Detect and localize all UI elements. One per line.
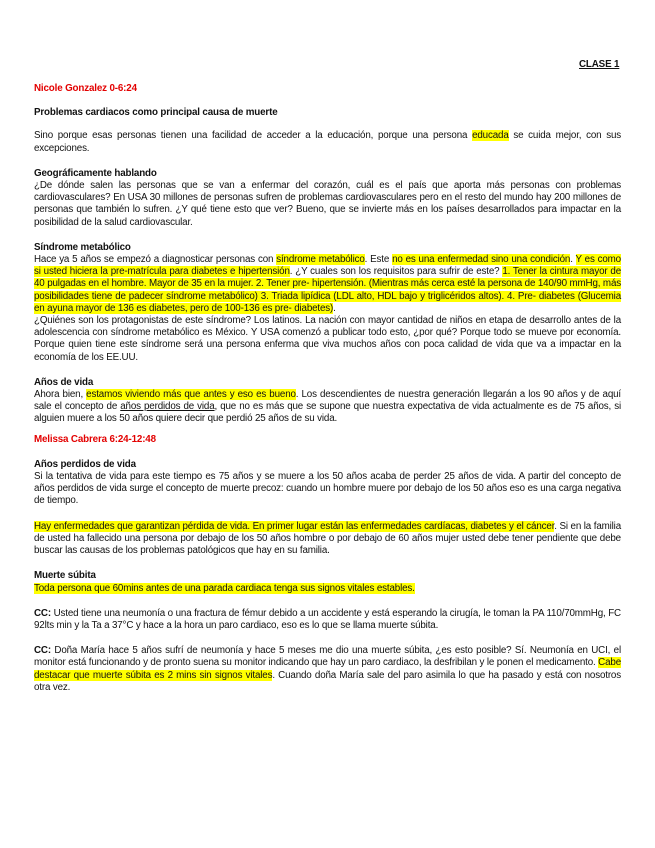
section-title-problemas: Problemas cardiacos como principal causa de muerte	[34, 107, 278, 119]
paragraph-geografico: ¿De dónde salen las personas que se van a enfermar del corazón, cuál es el país que aporta más personas con problemas cardiovasculares? En USA 30 millones de personas sufren de problemas cardiovasculares pero en el resto del mundo hay 200 millones de personas que también lo sufren. ¿Y qué tiene esto que ver? Bueno, que se invierte más en los países desarrollados para impactar en la posibilidad de la salud cardiovascular.	[34, 180, 621, 228]
speaker-1: Nicole Gonzalez 0-6:24	[34, 83, 137, 94]
speaker-2: Melissa Cabrera 6:24-12:48	[34, 433, 156, 445]
paragraph-perdidos-1: Si la tentativa de vida para este tiempo es 75 años y se muere a los 50 años acaba de perder 25 años de vida. A partir del concepto de años perdidos de vida surge el concepto de muerte precoz: cuando un hombre muere por debajo de los 50 años eso es una carga negativa de tiempo.	[34, 471, 621, 507]
paragraph-sindrome-2: ¿Quiénes son los protagonistas de este síndrome? Los latinos. La nación con mayor cantidad de niños en etapa de desarrollo antes de la adolescencia con síndrome metabólico es México. Y USA comenzó a publicar todo esto, ¿por qué? Porque todo se mueve por economía. Porque quien tiene este síndrome será una persona enferma que viva muchos años con poca calidad de vida que va a impactar en la economía de los EE.UU.	[34, 315, 621, 363]
paragraph-sindrome-1: Hace ya 5 años se empezó a diagnosticar personas con síndrome metabólico. Este no es una enfermedad sino una condición. Y es como si usted hiciera la pre-matrícula para diabetes e hipertensión. ¿Y cuales son los requisitos para sufrir de este? 1. Tener la cintura mayor de 40 pulgadas en el hombre. Mayor de 35 en la mujer. 2. Tener pre- hipertensión. (Mientras más cerca esté la persona de 140/90 mmHg, más posibilidades tiene de padecer síndrome metabólico) 3. Triada lipídica (LDL alto, HDL bajo y triglicéridos altos). 4. Pre- diabetes (Glucemia en ayuna mayor de 136 es diabetes, pero de 100-136 es pre- diabetes).	[34, 254, 622, 314]
clase-heading: CLASE 1	[579, 59, 620, 70]
section-title-anos: Años de vida	[34, 376, 94, 388]
paragraph-anos: Ahora bien, estamos viviendo más que antes y eso es bueno. Los descendientes de nuestra generación llegarán a los 90 años y de aquí sale el concepto de años perdidos de vida, que no es más que se supone que nuestra expectativa de vida actualmente es de 75 años, si alguien muere a los 50 años quiere decir que perdió 25 años de su vida.	[34, 389, 622, 425]
section-title-perdidos: Años perdidos de vida	[34, 458, 136, 470]
section-title-geografico: Geográficamente hablando	[34, 167, 157, 179]
paragraph-perdidos-2: Hay enfermedades que garantizan pérdida de vida. En primer lugar están las enfermedades cardíacas, diabetes y el cáncer. Si en la familia de usted ha fallecido una persona por debajo de los 50 años hombre o por debajo de 60 años mujer usted debe tener pendiente que debe buscar las causas de los problemas patológicos que hay en su familia.	[34, 520, 622, 557]
paragraph-problemas: Sino porque esas personas tienen una facilidad de acceder a la educación, porque una persona educada se cuida mejor, con sus excepciones.	[34, 130, 622, 154]
clinical-case-1: CC: Usted tiene una neumonía o una fractura de fémur debido a un accidente y está esperando la cirugía, le toman la PA 110/70mmHg, FC 92lts min y la Ta a 37°C y hace a la hora un paro cardiaco, eso es lo que se llama muerte súbita.	[34, 607, 621, 631]
section-title-subita: Muerte súbita	[34, 570, 96, 582]
section-title-sindrome: Síndrome metabólico	[34, 241, 131, 253]
paragraph-subita: Toda persona que 60mins antes de una parada cardiaca tenga sus signos vitales estables.	[34, 582, 415, 594]
clinical-case-2: CC: Doña María hace 5 años sufrí de neumonía y hace 5 meses me dio una muerte súbita, ¿es esto posible? Sí. Neumonía en UCI, el monitor está funcionando y de pronto suena su monitor indicando que hay un paro cardiaco, la desfribilan y le ponen el medicamento. Cabe destacar que muerte súbita es 2 mins sin signos vitales. Cuando doña María sale del paro asimila lo que ha pasado y está con nosotros otra vez.	[34, 645, 621, 693]
document-page	[34, 52, 621, 694]
